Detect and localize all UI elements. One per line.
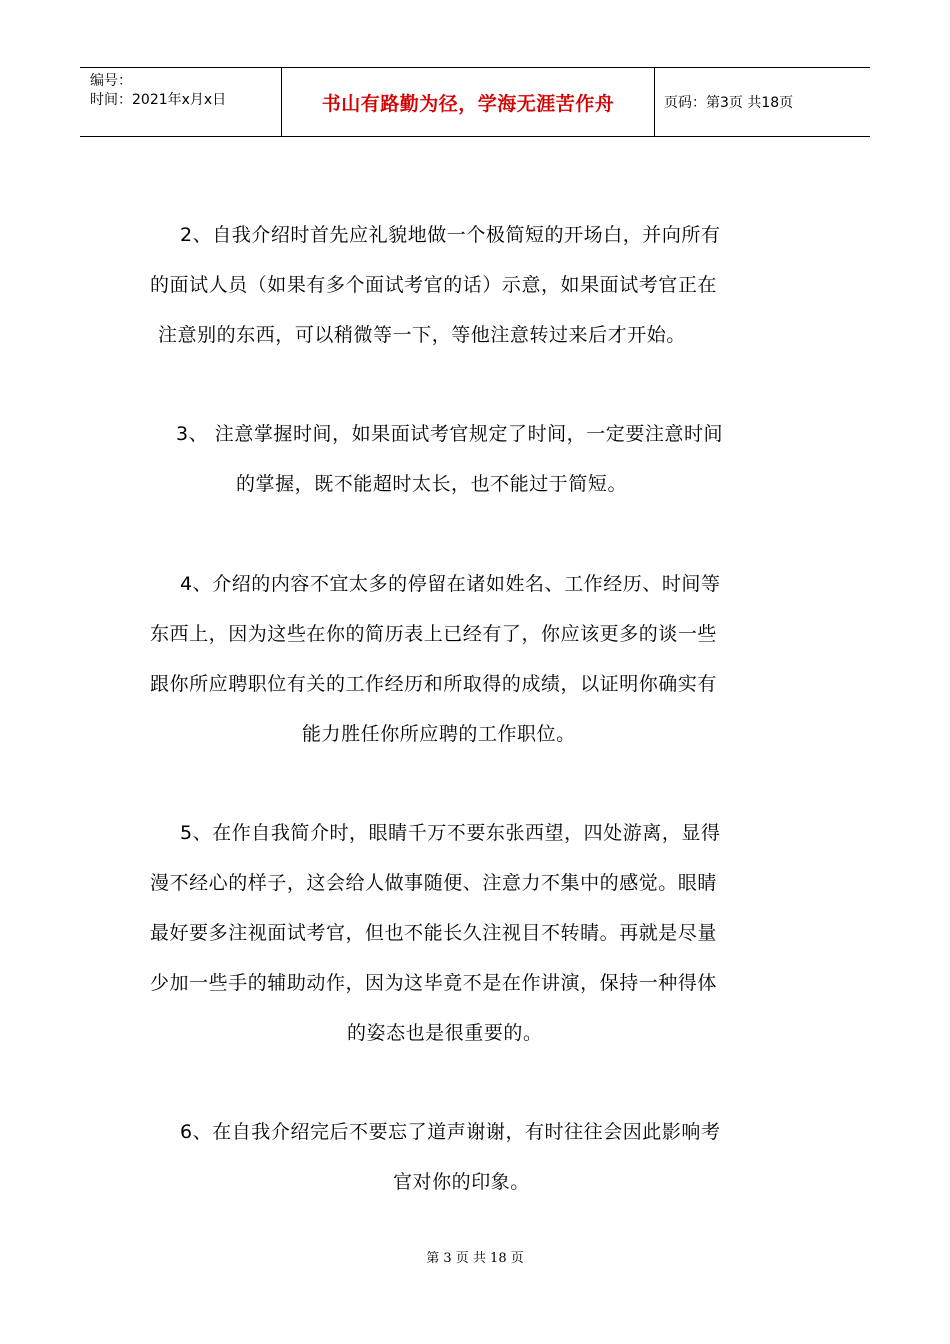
header-motto: 书山有路勤为径，学海无涯苦作舟 (321, 92, 615, 115)
paragraph-line: 跟你所应聘职位有关的工作经历和所取得的成绩，以证明你确实有 (150, 673, 717, 695)
paragraph-line: 的姿态也是很重要的。 (347, 1022, 543, 1044)
paragraph-line: 注意别的东西，可以稍微等一下，等他注意转过来后才开始。 (158, 324, 686, 346)
paragraph-line: 的掌握，既不能超时太长，也不能过于简短。 (236, 473, 628, 495)
paragraph-line: 3、 注意掌握时间，如果面试考官规定了时间，一定要注意时间 (176, 423, 724, 445)
paragraph-line: 官对你的印象。 (393, 1171, 530, 1193)
paragraph-line: 4、介绍的内容不宜太多的停留在诸如姓名、工作经历、时间等 (180, 573, 721, 595)
document-time-label: 时间：2021年x月x日 (90, 92, 227, 108)
paragraph-line: 6、在自我介绍完后不要忘了道声谢谢，有时往往会因此影响考 (180, 1121, 721, 1143)
header-table (80, 67, 870, 137)
page-footer: 第 3 页 共 18 页 (426, 1251, 524, 1266)
header-meta-cell (80, 68, 282, 136)
paragraph-line: 能力胜任你所应聘的工作职位。 (302, 723, 576, 745)
paragraph-line: 少加一些手的辅助动作，因为这毕竟不是在作讲演，保持一种得体 (150, 972, 717, 994)
document-number-label: 编号： (90, 73, 132, 89)
header-motto-cell (282, 68, 655, 136)
paragraph-line: 的面试人员（如果有多个面试考官的话）示意，如果面试考官正在 (150, 274, 717, 296)
paragraph-line: 5、在作自我简介时，眼睛千万不要东张西望，四处游离，显得 (180, 822, 721, 844)
paragraph-line: 2、自我介绍时首先应礼貌地做一个极简短的开场白，并向所有 (180, 224, 721, 246)
paragraph-line: 漫不经心的样子，这会给人做事随便、注意力不集中的感觉。眼睛 (150, 872, 717, 894)
header-page-cell (655, 68, 870, 136)
paragraph-line: 东西上，因为这些在你的简历表上已经有了，你应该更多的谈一些 (150, 623, 717, 645)
header-page-info: 页码：第3页 共18页 (664, 95, 794, 111)
paragraph-line: 最好要多注视面试考官，但也不能长久注视目不转睛。再就是尽量 (150, 922, 717, 944)
